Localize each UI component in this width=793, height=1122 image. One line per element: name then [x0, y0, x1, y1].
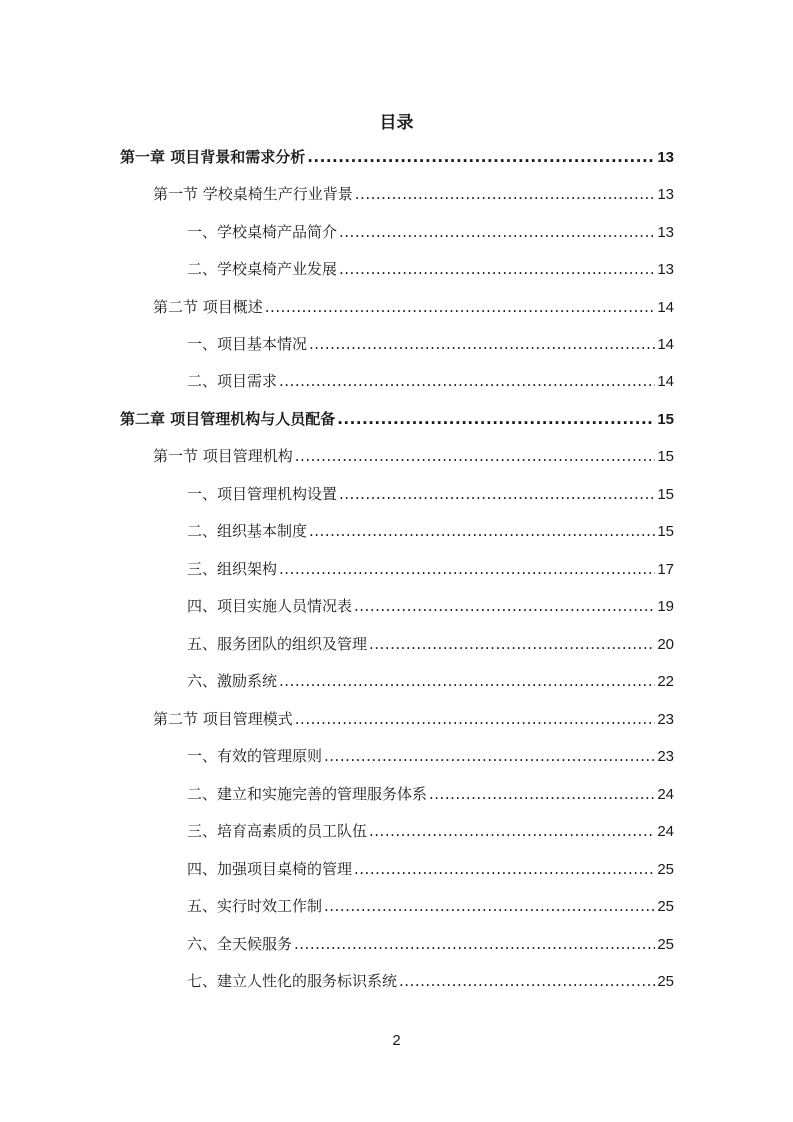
toc-entry-subsection[interactable]	[187, 782, 674, 806]
toc-entry-section[interactable]	[153, 295, 674, 319]
toc-entry-page: 13	[657, 224, 674, 241]
toc-entry-page: 14	[657, 336, 674, 353]
toc-entry-label: 一、项目基本情况	[187, 335, 308, 353]
toc-entry-page: 25	[657, 973, 674, 990]
toc-entry-chapter[interactable]	[120, 407, 674, 431]
toc-entry-subsection[interactable]	[187, 819, 674, 843]
dot-leader	[294, 932, 655, 956]
toc-entry-label: 五、实行时效工作制	[187, 897, 323, 915]
toc-entry-subsection[interactable]	[187, 932, 674, 956]
toc-entry-subsection[interactable]	[187, 482, 674, 506]
toc-entry-page: 23	[657, 748, 674, 765]
dot-leader	[339, 482, 655, 506]
toc-entry-subsection[interactable]	[187, 594, 674, 618]
toc-entry-label: 二、学校桌椅产业发展	[187, 260, 338, 278]
toc-entry-section[interactable]	[153, 182, 674, 206]
dot-leader	[279, 669, 655, 693]
toc-entry-subsection[interactable]	[187, 369, 674, 393]
toc-entry-subsection[interactable]	[187, 894, 674, 918]
dot-leader	[307, 145, 655, 169]
toc-entry-page: 19	[657, 598, 674, 615]
toc-entry-page: 13	[657, 186, 674, 203]
toc-entry-label: 第一节 项目管理机构	[153, 447, 293, 465]
toc-entry-page: 15	[657, 523, 674, 540]
dot-leader	[324, 744, 655, 768]
toc-entry-section[interactable]	[153, 707, 674, 731]
toc-entry-page: 20	[657, 636, 674, 653]
toc-entry-subsection[interactable]	[187, 519, 674, 543]
toc-entry-label: 第二章 项目管理机构与人员配备	[120, 410, 336, 428]
toc-entry-page: 25	[657, 861, 674, 878]
toc-entry-page: 25	[657, 936, 674, 953]
dot-leader	[369, 632, 655, 656]
toc-entry-label: 三、组织架构	[187, 560, 278, 578]
toc-entry-label: 一、有效的管理原则	[187, 747, 323, 765]
toc-entry-label: 三、培育高素质的员工队伍	[187, 822, 368, 840]
toc-entry-page: 24	[657, 786, 674, 803]
dot-leader	[339, 220, 655, 244]
toc-entry-label: 四、加强项目桌椅的管理	[187, 860, 353, 878]
dot-leader	[369, 819, 655, 843]
toc-entry-page: 15	[657, 486, 674, 503]
toc-entry-page: 13	[657, 261, 674, 278]
toc-entry-chapter[interactable]	[120, 145, 674, 169]
toc-entry-page: 24	[657, 823, 674, 840]
toc-title: 目录	[379, 113, 414, 133]
toc-entry-label: 第一章 项目背景和需求分析	[120, 148, 306, 166]
toc-entry-page: 23	[657, 711, 674, 728]
dot-leader	[265, 295, 656, 319]
dot-leader	[355, 182, 656, 206]
dot-leader	[337, 407, 655, 431]
toc-entry-subsection[interactable]	[187, 332, 674, 356]
toc-entry-label: 四、项目实施人员情况表	[187, 597, 353, 615]
dot-leader	[339, 257, 655, 281]
dot-leader	[429, 782, 655, 806]
toc-entry-label: 六、激励系统	[187, 672, 278, 690]
toc-entry-label: 第二节 项目概述	[153, 298, 263, 316]
toc-entry-label: 二、建立和实施完善的管理服务体系	[187, 785, 428, 803]
dot-leader	[354, 857, 655, 881]
toc-entry-page: 22	[657, 673, 674, 690]
toc-entry-label: 一、学校桌椅产品简介	[187, 223, 338, 241]
toc-entry-label: 第二节 项目管理模式	[153, 710, 293, 728]
toc-entry-label: 七、建立人性化的服务标识系统	[187, 972, 398, 990]
toc-entry-page: 25	[657, 898, 674, 915]
toc-entry-label: 六、全天候服务	[187, 935, 293, 953]
toc-entry-page: 14	[657, 373, 674, 390]
dot-leader	[279, 369, 655, 393]
dot-leader	[295, 707, 656, 731]
toc-entry-subsection[interactable]	[187, 257, 674, 281]
toc-entry-label: 第一节 学校桌椅生产行业背景	[153, 185, 353, 203]
toc-entry-page: 14	[657, 299, 674, 316]
toc-entry-subsection[interactable]	[187, 857, 674, 881]
dot-leader	[324, 894, 655, 918]
dot-leader	[354, 594, 655, 618]
toc-entry-subsection[interactable]	[187, 220, 674, 244]
toc-entry-subsection[interactable]	[187, 969, 674, 993]
toc-entry-subsection[interactable]	[187, 557, 674, 581]
toc-entry-subsection[interactable]	[187, 669, 674, 693]
toc-entry-subsection[interactable]	[187, 632, 674, 656]
toc-entry-page: 17	[657, 561, 674, 578]
toc-entry-page: 13	[657, 149, 674, 166]
toc-entry-label: 二、组织基本制度	[187, 522, 308, 540]
toc-entry-page: 15	[657, 448, 674, 465]
dot-leader	[309, 519, 655, 543]
toc-entry-label: 五、服务团队的组织及管理	[187, 635, 368, 653]
toc-entry-page: 15	[657, 411, 674, 428]
dot-leader	[309, 332, 655, 356]
toc-entry-label: 二、项目需求	[187, 372, 278, 390]
dot-leader	[399, 969, 655, 993]
page-number: 2	[392, 1032, 401, 1049]
toc-entry-label: 一、项目管理机构设置	[187, 485, 338, 503]
dot-leader	[295, 444, 656, 468]
toc-entry-subsection[interactable]	[187, 744, 674, 768]
toc-entry-section[interactable]	[153, 444, 674, 468]
dot-leader	[279, 557, 655, 581]
